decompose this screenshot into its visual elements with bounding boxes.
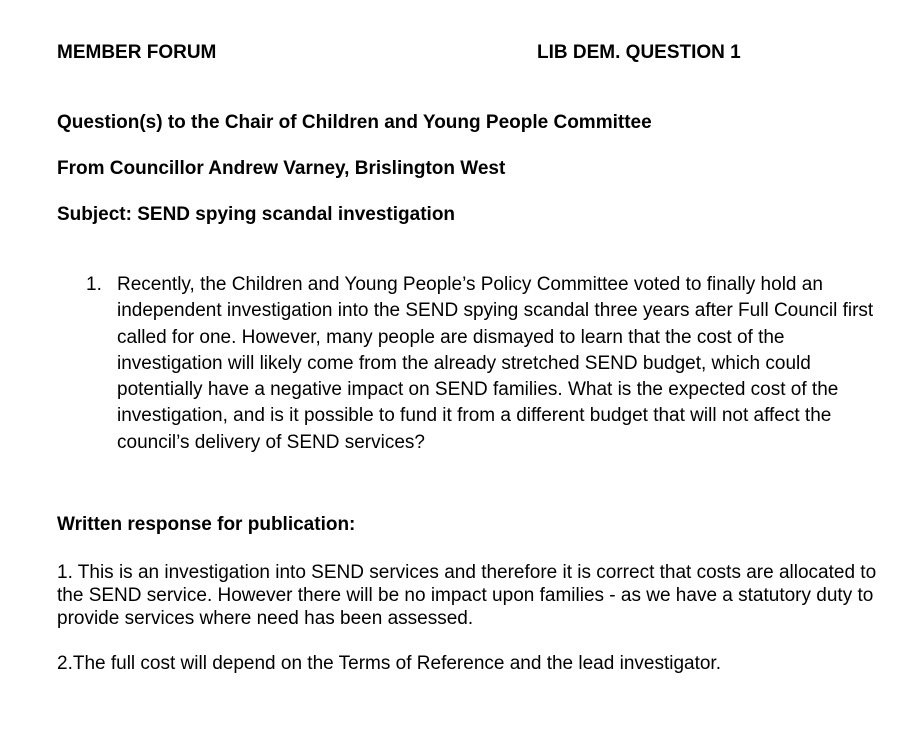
question-reference: LIB DEM. QUESTION 1 <box>537 42 741 63</box>
subject-line: Subject: SEND spying scandal investigation <box>57 204 456 225</box>
question-text: Recently, the Children and Young People’s Policy Committee voted to finally hold an independent investigation into the SEND spying scandal three years after Full Council first called for one. However, many people are dismayed to learn that the cost of the investigation will likely come from the already stretched SEND budget, which could potentially have a negative impact on SEND families. What is the expected cost of the investigation, and is it possible to fund it from a different budget that will not affect the council’s delivery of SEND services? <box>117 274 874 453</box>
forum-label: MEMBER FORUM <box>57 42 217 63</box>
from-line: From Councillor Andrew Varney, Brislington West <box>57 158 506 179</box>
response-paragraph-2: 2.The full cost will depend on the Terms of Reference and the lead investigator. <box>57 653 721 674</box>
question-list <box>57 272 887 456</box>
question-item <box>57 272 887 456</box>
response-paragraph-1: 1. This is an investigation into SEND services and therefore it is correct that costs are allocated to the SEND service. However there will be no impact upon families - as we have a statutory duty to provide services where need has been assessed. <box>57 562 877 629</box>
document-header <box>57 42 817 66</box>
question-number: 1. <box>86 274 102 295</box>
response-heading: Written response for publication: <box>57 514 356 535</box>
question-to-line: Question(s) to the Chair of Children and Young People Committee <box>57 112 652 133</box>
